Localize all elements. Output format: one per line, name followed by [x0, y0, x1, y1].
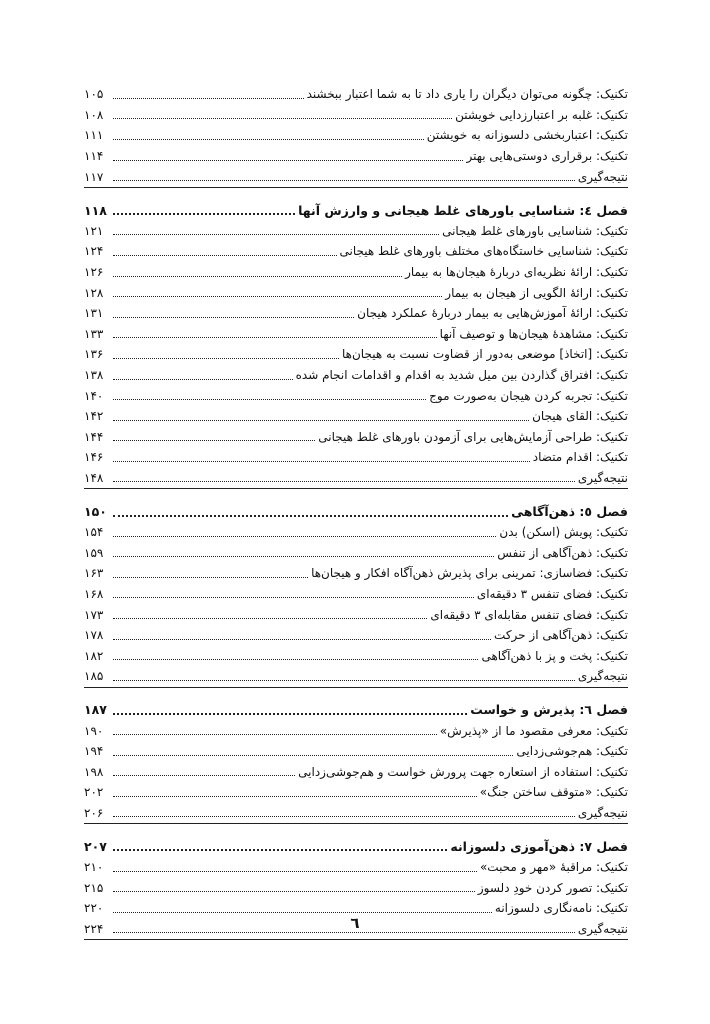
toc-entry-title: نتیجه‌گیری — [577, 669, 628, 684]
toc-entry-page: ۱۱۴ — [84, 149, 104, 164]
toc-entry-title: تکنیک: غلبه بر اعتبارزدایی خویشتن — [455, 107, 628, 122]
chapter-heading-page: ۱۸۷ — [84, 702, 107, 718]
dot-leader — [113, 618, 427, 619]
toc-entry-title: تکنیک: ذهن‌آگاهی از حرکت — [494, 628, 628, 643]
dot-leader — [113, 556, 494, 557]
dot-leader — [113, 358, 339, 359]
toc-entry-page: ۲۲۰ — [84, 901, 104, 916]
toc-entry-page: ۱۶۳ — [84, 566, 104, 581]
toc-entry-page: ۱۹۰ — [84, 723, 104, 738]
toc-entry-title: تکنیک: افتراق گذاردن بین میل شدید به اقدام و اقدامات انجام شده — [295, 368, 628, 383]
toc-entry — [84, 877, 628, 898]
toc-entry-page: ۱۰۵ — [84, 87, 104, 102]
toc-entry-title: نتیجه‌گیری — [577, 470, 628, 485]
toc-entry-title: تکنیک: [اتخاذ] موضعی به‌دور از قضاوت نسبت به هیجان‌ها — [342, 347, 628, 362]
chapter-heading-title: فصل ٧: ذهن‌آموزی دلسوزانه — [450, 838, 628, 854]
toc-entry — [84, 761, 628, 782]
dot-leader — [113, 118, 452, 119]
dot-leader — [113, 160, 463, 161]
dot-leader — [113, 234, 439, 235]
toc-entry-page: ۱۳۳ — [84, 326, 104, 341]
dot-leader — [113, 775, 295, 776]
toc-entry — [84, 385, 628, 406]
toc-entry — [84, 221, 628, 242]
toc-entry-title: تکنیک: معرفی مقصود ما از «پذیرش» — [439, 723, 628, 738]
toc-entry-title: تکنیک: اعتباربخشی دلسوزانه به خویشتن — [426, 128, 628, 143]
toc-entry — [84, 604, 628, 625]
toc-entry-page: ۱۳۸ — [84, 368, 104, 383]
toc-entry-page: ۱۵۹ — [84, 545, 104, 560]
dot-leader — [113, 337, 437, 338]
toc-entry-title: نتیجه‌گیری — [577, 921, 628, 936]
toc-entry-page: ۱۹۴ — [84, 744, 104, 759]
dot-leader — [113, 891, 475, 892]
dot-leader — [113, 849, 447, 851]
dot-leader — [113, 816, 575, 817]
toc-entry-page: ۱۴۶ — [84, 450, 104, 465]
toc-entry-title: تکنیک: اقدام متضاد — [532, 450, 628, 465]
toc-entry-title: تکنیک: نامه‌نگاری دلسوزانه — [494, 901, 628, 916]
toc-entry-page: ۱۲۱ — [84, 223, 104, 238]
toc-entry — [84, 522, 628, 543]
table-of-contents — [84, 84, 628, 952]
dot-leader — [113, 139, 424, 140]
toc-entry-page: ۱۸۲ — [84, 648, 104, 663]
dot-leader — [113, 255, 337, 256]
dot-leader — [113, 98, 304, 99]
toc-entry-title: تکنیک: مراقبهٔ «مهر و محبت» — [479, 860, 628, 875]
toc-entry — [84, 146, 628, 167]
toc-entry-title: تکنیک: ذهن‌آگاهی از تنفس — [497, 545, 628, 560]
toc-entry-page: ۲۱۵ — [84, 880, 104, 895]
toc-entry-page: ۲۰۶ — [84, 805, 104, 820]
toc-entry-page: ۲۱۰ — [84, 860, 104, 875]
toc-entry-title: تکنیک: تصور کردن خودِ دلسوز — [477, 880, 628, 895]
toc-entry — [84, 468, 628, 490]
dot-leader — [113, 734, 437, 735]
chapter-heading-page: ۱۱۸ — [84, 202, 107, 218]
toc-entry — [84, 303, 628, 324]
toc-entry — [84, 542, 628, 563]
toc-entry-page: ۱۷۸ — [84, 628, 104, 643]
chapter-heading — [84, 501, 628, 522]
dot-leader — [113, 399, 426, 400]
toc-entry-page: ۱۸۵ — [84, 669, 104, 684]
toc-entry — [84, 447, 628, 468]
toc-entry — [84, 262, 628, 283]
chapter-heading-page: ۲۰۷ — [84, 838, 107, 854]
chapter-heading-title: فصل ٥: ذهن‌آگاهی — [511, 504, 628, 520]
chapter-heading — [84, 200, 628, 221]
toc-entry — [84, 720, 628, 741]
chapter-heading — [84, 836, 628, 857]
toc-entry-title: تکنیک: ارائهٔ نظریه‌ای دربارهٔ هیجان‌ها به بیمار — [405, 265, 628, 280]
chapter-heading-title: فصل ٤: شناسایی باورهای غلط هیجانی و وارزش آنها — [298, 202, 628, 218]
dot-leader — [113, 440, 315, 441]
dot-leader — [113, 536, 496, 537]
toc-entry — [84, 782, 628, 803]
toc-entry — [84, 584, 628, 605]
toc-entry-title: تکنیک: تجربه کردن هیجان به‌صورت موج — [429, 388, 628, 403]
dot-leader — [113, 796, 477, 797]
toc-entry-title: تکنیک: فضای تنفس ۳ دقیقه‌ای — [476, 586, 628, 601]
toc-entry-page: ۱۷۳ — [84, 607, 104, 622]
dot-leader — [113, 379, 293, 380]
dot-leader — [113, 755, 513, 756]
toc-entry — [84, 365, 628, 386]
toc-entry — [84, 125, 628, 146]
toc-entry-title: تکنیک: هم‌جوشی‌زدایی — [516, 744, 628, 759]
toc-entry-title: تکنیک: القای هیجان — [532, 409, 628, 424]
toc-entry-title: تکنیک: فضاسازی: تمرینی برای پذیرش ذهن‌آگاه افکار و هیجان‌ها — [311, 566, 628, 581]
toc-entry-page: ۱۲۶ — [84, 265, 104, 280]
toc-entry — [84, 427, 628, 448]
toc-entry — [84, 344, 628, 365]
dot-leader — [113, 659, 478, 660]
dot-leader — [113, 296, 442, 297]
toc-entry-title: تکنیک: شناسایی باورهای غلط هیجانی — [442, 223, 628, 238]
toc-entry-page: ۱۹۸ — [84, 764, 104, 779]
dot-leader — [113, 461, 530, 462]
chapter-heading-page: ۱۵۰ — [84, 504, 107, 520]
toc-entry-page: ۱۴۸ — [84, 470, 104, 485]
dot-leader — [113, 912, 492, 913]
dot-leader — [113, 713, 467, 715]
toc-entry-page: ۱۰۸ — [84, 107, 104, 122]
toc-entry-title: تکنیک: ارائهٔ الگویی از هیجان به بیمار — [445, 285, 628, 300]
toc-entry-title: تکنیک: ارائهٔ آموزش‌هایی به بیمار دربارهٔ عملکرد هیجان — [357, 306, 628, 321]
toc-entry-page: ۱۲۸ — [84, 285, 104, 300]
toc-entry — [84, 166, 628, 188]
dot-leader — [113, 871, 477, 872]
toc-entry — [84, 105, 628, 126]
toc-entry-title: تکنیک: پویش (اسکن) بدن — [499, 525, 628, 540]
toc-entry — [84, 241, 628, 262]
toc-entry-title: تکنیک: فضای تنفس مقابله‌ای ۳ دقیقه‌ای — [430, 607, 628, 622]
toc-entry-page: ۱۱۷ — [84, 169, 104, 184]
toc-entry — [84, 282, 628, 303]
toc-entry — [84, 645, 628, 666]
dot-leader — [113, 680, 575, 681]
toc-entry — [84, 406, 628, 427]
dot-leader — [113, 515, 508, 517]
toc-entry-title: تکنیک: چگونه می‌توان دیگران را یاری داد تا به شما اعتبار ببخشند — [306, 87, 628, 102]
toc-entry-title: تکنیک: استفاده از استعاره جهت پرورش خواست و هم‌جوشی‌زدایی — [298, 764, 628, 779]
dot-leader — [113, 317, 354, 318]
dot-leader — [113, 213, 295, 215]
toc-entry-title: تکنیک: برقراری دوستی‌هایی بهتر — [466, 149, 628, 164]
toc-entry — [84, 803, 628, 825]
toc-entry-page: ۱۴۰ — [84, 388, 104, 403]
toc-entry-page: ۱۳۱ — [84, 306, 104, 321]
toc-entry-title: تکنیک: پخت و پز با ذهن‌آگاهی — [481, 648, 628, 663]
toc-entry — [84, 324, 628, 345]
dot-leader — [113, 481, 575, 482]
chapter-heading — [84, 700, 628, 721]
dot-leader — [113, 577, 308, 578]
dot-leader — [113, 597, 474, 598]
toc-entry-page: ۱۴۴ — [84, 429, 104, 444]
page-number: ٦ — [350, 914, 360, 932]
dot-leader — [113, 639, 491, 640]
toc-entry — [84, 857, 628, 878]
toc-entry-title: تکنیک: طراحی آزمایش‌هایی برای آزمودن باورهای غلط هیجانی — [318, 429, 628, 444]
toc-entry-page: ۲۲۴ — [84, 921, 104, 936]
toc-entry-page: ۱۲۴ — [84, 244, 104, 259]
toc-entry-title: تکنیک: شناسایی خاستگاه‌های مختلف باورهای غلط هیجانی — [339, 244, 628, 259]
toc-entry — [84, 84, 628, 105]
toc-entry-title: نتیجه‌گیری — [577, 169, 628, 184]
toc-entry — [84, 666, 628, 688]
toc-entry — [84, 563, 628, 584]
toc-entry-title: تکنیک: «متوقف ساختن جنگ» — [479, 785, 628, 800]
toc-entry-title: تکنیک: مشاهدهٔ هیجان‌ها و توصیف آنها — [439, 326, 628, 341]
dot-leader — [113, 180, 575, 181]
toc-entry-page: ۱۵۴ — [84, 525, 104, 540]
toc-entry-title: نتیجه‌گیری — [577, 805, 628, 820]
dot-leader — [113, 276, 402, 277]
toc-entry-page: ۱۱۱ — [84, 128, 104, 143]
chapter-heading-title: فصل ٦: پذیرش و خواست — [470, 702, 628, 718]
dot-leader — [113, 932, 575, 933]
toc-entry-page: ۲۰۲ — [84, 785, 104, 800]
toc-entry — [84, 741, 628, 762]
toc-entry — [84, 625, 628, 646]
toc-entry-page: ۱۳۶ — [84, 347, 104, 362]
dot-leader — [113, 420, 529, 421]
toc-entry-page: ۱۴۲ — [84, 409, 104, 424]
toc-entry-page: ۱۶۸ — [84, 586, 104, 601]
